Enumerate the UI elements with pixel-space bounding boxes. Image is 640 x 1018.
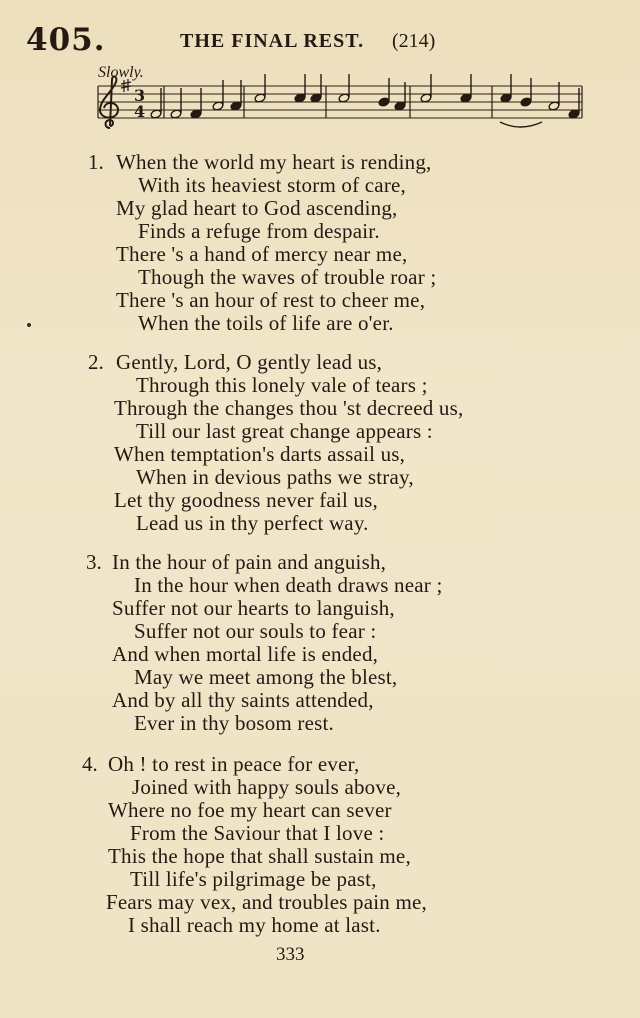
notes — [150, 74, 580, 127]
verse-number: 3. — [86, 550, 102, 574]
verse-line: Suffer not our hearts to languish, — [112, 596, 395, 620]
verse-line: Let thy goodness never fail us, — [114, 488, 378, 512]
verse-line: When the world my heart is rending, — [116, 150, 432, 174]
verse-line: Where no foe my heart can sever — [108, 798, 392, 822]
verse-line: This the hope that shall sustain me, — [108, 844, 411, 868]
verse-line: And when mortal life is ended, — [112, 642, 379, 666]
verse-line: In the hour of pain and anguish, — [112, 550, 387, 574]
verse-line: Though the waves of trouble roar ; — [138, 265, 437, 289]
verse-line: From the Saviour that I love : — [130, 821, 385, 845]
time-signature-icon — [134, 86, 145, 121]
verse-line: Till our last great change appears : — [136, 419, 433, 443]
verse-line: When the toils of life are o'er. — [138, 311, 394, 335]
verse-line: Through the changes thou 'st decreed us, — [114, 396, 464, 420]
verse-line: Gently, Lord, O gently lead us, — [116, 350, 383, 374]
verse-number: 2. — [88, 350, 104, 374]
verse-line: Ever in thy bosom rest. — [134, 711, 334, 735]
ink-speck — [27, 323, 31, 327]
verse-line: When temptation's darts assail us, — [114, 442, 406, 466]
verse-line: With its heaviest storm of care, — [138, 173, 406, 197]
staff-lines — [98, 86, 582, 118]
verse-line: Suffer not our souls to fear : — [134, 619, 377, 643]
verse-line: There 's an hour of rest to cheer me, — [116, 288, 426, 312]
verse-line: Till life's pilgrimage be past, — [130, 867, 377, 891]
hymn-title: THE FINAL REST. — [180, 30, 365, 52]
verse-line: Finds a refuge from despair. — [138, 219, 380, 243]
verse-line: There 's a hand of mercy near me, — [116, 242, 408, 266]
svg-text:3: 3 — [134, 86, 146, 105]
verse-number: 1. — [88, 150, 104, 174]
verse-line: In the hour when death draws near ; — [134, 573, 443, 597]
verse-line: Fears may vex, and troubles pain me, — [106, 890, 427, 914]
verse-line: Oh ! to rest in peace for ever, — [108, 752, 360, 776]
verse-line: May we meet among the blest, — [134, 665, 398, 689]
verse-line: When in devious paths we stray, — [136, 465, 414, 489]
verse-line: And by all thy saints attended, — [112, 688, 374, 712]
verse-line: Lead us in thy perfect way. — [136, 511, 369, 535]
svg-text:4: 4 — [134, 102, 146, 121]
verse-line: My glad heart to God ascending, — [116, 196, 398, 220]
music-staff — [0, 70, 640, 140]
verse-line: I shall reach my home at last. — [128, 913, 381, 937]
tempo-marking: Slowly. — [98, 64, 144, 81]
page-number: 333 — [276, 944, 305, 965]
tune-number: (214) — [392, 30, 436, 52]
verse-number: 4. — [82, 752, 98, 776]
verse-line: Through this lonely vale of tears ; — [136, 373, 428, 397]
verse-line: Joined with happy souls above, — [132, 775, 402, 799]
hymn-number: 405. — [26, 22, 106, 58]
